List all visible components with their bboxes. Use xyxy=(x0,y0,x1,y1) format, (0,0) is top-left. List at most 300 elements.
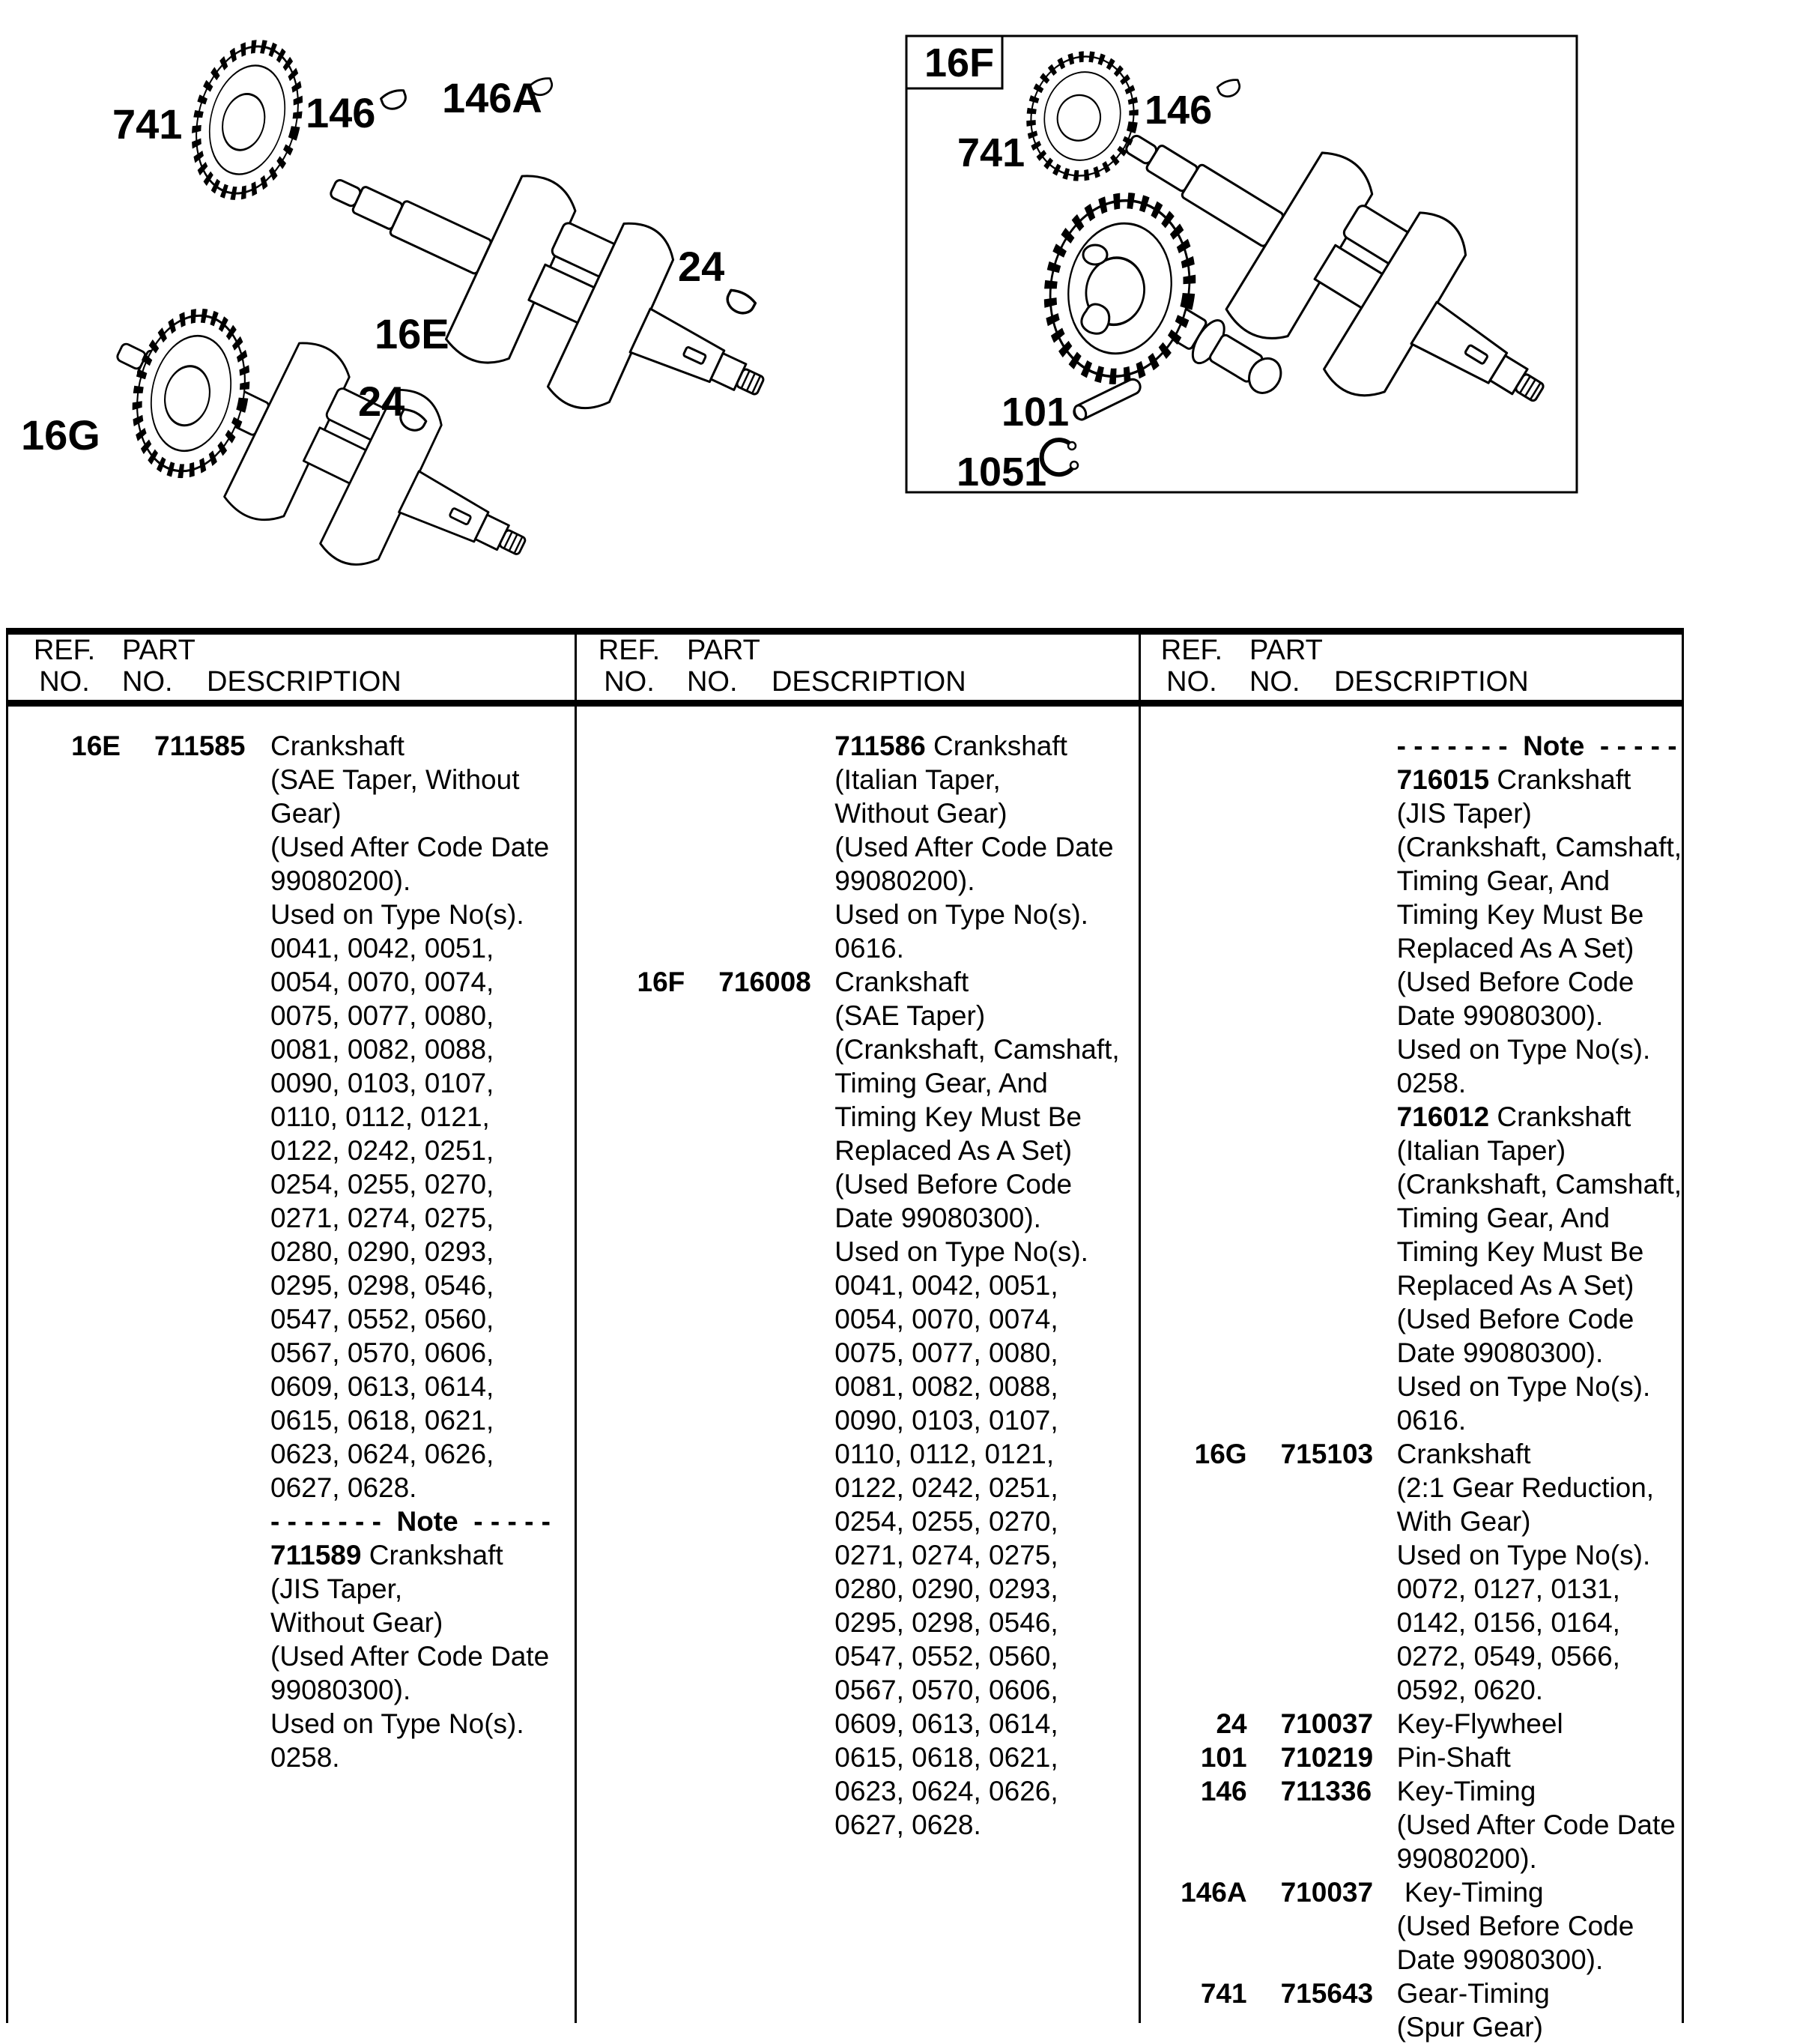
ref-cell xyxy=(8,763,121,796)
part-cell xyxy=(121,1741,270,1774)
part-cell xyxy=(121,864,270,898)
ref-cell xyxy=(1135,830,1247,864)
ref-cell xyxy=(572,729,685,763)
ref-cell xyxy=(8,1403,121,1437)
part-cell xyxy=(685,1505,834,1538)
ref-cell xyxy=(8,1032,121,1066)
table-line xyxy=(1135,1572,1682,1606)
table-line xyxy=(1135,830,1682,864)
table-column-2 xyxy=(572,707,1134,2044)
table-line xyxy=(572,1774,1134,1808)
table-line xyxy=(8,1572,572,1606)
part-cell xyxy=(121,1639,270,1673)
ref-cell xyxy=(8,1572,121,1606)
part-cell xyxy=(1247,1943,1397,1977)
description-cell: 0295, 0298, 0546, xyxy=(834,1607,1058,1638)
description-cell: 0272, 0549, 0566, xyxy=(1396,1641,1620,1672)
table-line xyxy=(8,1134,572,1167)
table-line xyxy=(572,1370,1134,1403)
description-cell: Crankshaft xyxy=(270,731,404,761)
description-cell: 0142, 0156, 0164, xyxy=(1396,1607,1620,1638)
part-cell xyxy=(1247,1302,1397,1336)
table-line xyxy=(1135,1134,1682,1167)
ref-cell xyxy=(572,1100,685,1134)
description-cell: (Italian Taper) xyxy=(1396,1135,1566,1166)
part-cell xyxy=(1247,1639,1397,1673)
part-cell xyxy=(1247,999,1397,1032)
ref-cell xyxy=(8,999,121,1032)
part-cell xyxy=(685,1134,834,1167)
ref-cell xyxy=(1135,1167,1247,1201)
table-line xyxy=(572,763,1134,796)
ref-cell xyxy=(8,796,121,830)
part-cell xyxy=(685,830,834,864)
part-cell xyxy=(1247,763,1397,796)
description-cell: Crankshaft xyxy=(834,967,969,997)
ref-cell xyxy=(1135,796,1247,830)
table-line xyxy=(8,1538,572,1572)
table-line xyxy=(1135,1707,1682,1741)
description-cell: (JIS Taper) xyxy=(1396,798,1532,829)
ref-cell xyxy=(1135,2010,1247,2044)
ref-cell xyxy=(8,1066,121,1100)
table-line xyxy=(1135,1909,1682,1943)
part-cell xyxy=(685,1471,834,1505)
ref-cell xyxy=(1135,1639,1247,1673)
part-cell xyxy=(1247,898,1397,931)
table-line xyxy=(8,999,572,1032)
ref-cell xyxy=(8,898,121,931)
part-cell: 710219 xyxy=(1280,1742,1374,1773)
ref-cell xyxy=(1135,898,1247,931)
part-cell xyxy=(121,1437,270,1471)
ref-cell xyxy=(572,931,685,965)
ref-cell xyxy=(8,1673,121,1707)
label-741: 741 xyxy=(112,100,183,148)
ref-cell xyxy=(572,1808,685,1842)
table-header-col1 xyxy=(8,635,573,700)
part-cell xyxy=(1247,1235,1397,1269)
ref-cell xyxy=(1135,1100,1247,1134)
table-line xyxy=(572,931,1134,965)
part-cell xyxy=(685,1100,834,1134)
label-741-box: 741 xyxy=(957,130,1025,175)
description-cell: 716015 Crankshaft xyxy=(1396,764,1631,795)
part-cell xyxy=(1247,1572,1397,1606)
description-cell: 0609, 0613, 0614, xyxy=(834,1708,1058,1739)
part-no-header: PART NO. xyxy=(122,635,196,698)
ref-cell xyxy=(572,1741,685,1774)
description-cell: Date 99080300). xyxy=(1396,1000,1604,1031)
description-cell: 0623, 0624, 0626, xyxy=(270,1439,494,1469)
part-cell xyxy=(685,1808,834,1842)
description-cell: 0075, 0077, 0080, xyxy=(834,1337,1058,1368)
ref-cell xyxy=(1135,1032,1247,1066)
part-cell xyxy=(685,1741,834,1774)
ref-cell xyxy=(8,1538,121,1572)
ref-cell xyxy=(8,1100,121,1134)
ref-cell xyxy=(8,1201,121,1235)
table-line xyxy=(1135,965,1682,999)
part-cell xyxy=(121,1336,270,1370)
table-line xyxy=(1135,1842,1682,1875)
part-cell xyxy=(1247,1066,1397,1100)
table-line xyxy=(8,1639,572,1673)
description-cell: 0567, 0570, 0606, xyxy=(270,1337,494,1368)
part-cell xyxy=(1247,1100,1397,1134)
part-cell xyxy=(121,1572,270,1606)
ref-cell xyxy=(8,1707,121,1741)
table-line xyxy=(572,864,1134,898)
ref-cell xyxy=(8,1370,121,1403)
ref-cell xyxy=(8,931,121,965)
part-cell xyxy=(121,1673,270,1707)
ref-cell xyxy=(572,830,685,864)
ref-cell xyxy=(1135,1336,1247,1370)
table-line xyxy=(572,830,1134,864)
part-cell xyxy=(685,1066,834,1100)
label-16e: 16E xyxy=(375,310,449,357)
table-line xyxy=(8,1066,572,1100)
table-line xyxy=(8,864,572,898)
description-cell: 0609, 0613, 0614, xyxy=(270,1371,494,1402)
description-cell: (Used Before Code xyxy=(834,1169,1073,1200)
description-cell: 0090, 0103, 0107, xyxy=(270,1068,494,1098)
table-line xyxy=(1135,1639,1682,1673)
description-cell: (Crankshaft, Camshaft, xyxy=(1396,832,1682,862)
part-cell xyxy=(685,1572,834,1606)
table-line xyxy=(1135,1774,1682,1808)
description-cell: 0258. xyxy=(270,1742,340,1773)
table-line xyxy=(8,830,572,864)
ref-cell xyxy=(572,1606,685,1639)
part-cell xyxy=(685,1032,834,1066)
table-line xyxy=(1135,1032,1682,1066)
part-cell xyxy=(685,1538,834,1572)
table-line xyxy=(572,1437,1134,1471)
part-cell xyxy=(1247,2010,1397,2044)
table-line xyxy=(1135,1403,1682,1437)
part-cell xyxy=(121,796,270,830)
description-cell: Timing Gear, And xyxy=(834,1068,1048,1098)
table-line xyxy=(1135,1235,1682,1269)
table-line xyxy=(1135,1336,1682,1370)
ref-cell xyxy=(572,1269,685,1302)
part-cell xyxy=(121,1269,270,1302)
part-cell xyxy=(685,1336,834,1370)
ref-cell xyxy=(572,1538,685,1572)
part-cell xyxy=(685,1269,834,1302)
ref-cell: 146 xyxy=(1200,1776,1247,1806)
part-cell xyxy=(1247,830,1397,864)
table-line xyxy=(572,965,1134,999)
table-line xyxy=(8,1741,572,1774)
description-cell: (Crankshaft, Camshaft, xyxy=(834,1034,1120,1065)
flywheel-key-24-upper-drawing xyxy=(724,288,757,318)
table-line xyxy=(572,1505,1134,1538)
part-cell xyxy=(121,830,270,864)
description-header: DESCRIPTION xyxy=(771,666,966,698)
label-146a: 146A xyxy=(442,74,542,121)
part-cell xyxy=(121,1707,270,1741)
table-line xyxy=(1135,898,1682,931)
ref-cell xyxy=(1135,1572,1247,1606)
table-line xyxy=(1135,1538,1682,1572)
description-cell: (Used Before Code xyxy=(1396,1304,1634,1334)
table-line xyxy=(572,1032,1134,1066)
ref-cell xyxy=(572,1336,685,1370)
description-cell: Without Gear) xyxy=(270,1607,443,1638)
part-cell xyxy=(685,1707,834,1741)
table-line xyxy=(572,1269,1134,1302)
part-no-header: PART NO. xyxy=(686,635,760,698)
part-cell xyxy=(121,1032,270,1066)
description-cell: (Italian Taper, xyxy=(834,764,1001,795)
description-cell: 0547, 0552, 0560, xyxy=(270,1304,494,1334)
ref-cell xyxy=(8,1235,121,1269)
table-header-col2 xyxy=(573,635,1136,700)
ref-cell xyxy=(572,1572,685,1606)
ref-cell xyxy=(572,1774,685,1808)
ref-cell xyxy=(572,1403,685,1437)
ref-cell xyxy=(1135,1909,1247,1943)
part-cell xyxy=(121,965,270,999)
ref-cell xyxy=(572,796,685,830)
table-line xyxy=(572,1673,1134,1707)
ref-cell xyxy=(1135,931,1247,965)
part-cell xyxy=(1247,1606,1397,1639)
description-cell: Key-Timing xyxy=(1396,1776,1536,1806)
part-cell xyxy=(1247,796,1397,830)
table-line xyxy=(572,1066,1134,1100)
part-cell xyxy=(1247,1673,1397,1707)
table-line xyxy=(8,1235,572,1269)
table-line xyxy=(1135,1606,1682,1639)
part-cell xyxy=(685,1201,834,1235)
part-cell: 710037 xyxy=(1280,1877,1374,1908)
ref-cell xyxy=(8,1437,121,1471)
table-line xyxy=(572,1201,1134,1235)
table-line xyxy=(8,763,572,796)
description-cell: Key-Flywheel xyxy=(1396,1708,1563,1739)
ref-cell xyxy=(1135,1606,1247,1639)
ref-cell xyxy=(1135,1505,1247,1538)
part-cell xyxy=(1247,931,1397,965)
part-cell xyxy=(121,1201,270,1235)
ref-cell xyxy=(1135,1066,1247,1100)
description-cell: 0075, 0077, 0080, xyxy=(270,1000,494,1031)
description-cell: 0254, 0255, 0270, xyxy=(834,1506,1058,1537)
part-cell xyxy=(685,1167,834,1201)
part-cell xyxy=(1247,864,1397,898)
label-24-upper: 24 xyxy=(678,243,725,290)
description-cell: Used on Type No(s). xyxy=(270,899,524,930)
ref-cell xyxy=(572,1134,685,1167)
description-cell: With Gear) xyxy=(1396,1506,1531,1537)
part-cell xyxy=(1247,1201,1397,1235)
table-line xyxy=(572,1302,1134,1336)
table-line xyxy=(8,931,572,965)
part-cell xyxy=(121,1370,270,1403)
ref-cell xyxy=(8,1302,121,1336)
part-cell xyxy=(1247,729,1397,763)
description-cell: 0592, 0620. xyxy=(1396,1675,1544,1705)
table-line xyxy=(572,1808,1134,1842)
table-line xyxy=(1135,1505,1682,1538)
part-cell xyxy=(121,1403,270,1437)
table-line xyxy=(572,796,1134,830)
ref-cell xyxy=(572,1505,685,1538)
part-cell xyxy=(685,1639,834,1673)
description-cell: Gear-Timing xyxy=(1396,1978,1550,2009)
part-cell xyxy=(121,1505,270,1538)
ref-cell xyxy=(1135,763,1247,796)
table-line xyxy=(8,729,572,763)
part-cell xyxy=(685,864,834,898)
table-line xyxy=(1135,1943,1682,1977)
description-cell: 0254, 0255, 0270, xyxy=(270,1169,494,1200)
table-line xyxy=(1135,1471,1682,1505)
part-cell xyxy=(1247,1336,1397,1370)
table-line xyxy=(1135,1100,1682,1134)
description-cell: 0054, 0070, 0074, xyxy=(270,967,494,997)
description-cell: 0567, 0570, 0606, xyxy=(834,1675,1058,1705)
description-cell: Timing Gear, And xyxy=(1396,1203,1610,1233)
part-cell xyxy=(1247,1134,1397,1167)
part-cell: 711585 xyxy=(154,731,246,761)
ref-cell xyxy=(572,1235,685,1269)
ref-cell xyxy=(572,1302,685,1336)
table-line xyxy=(1135,1201,1682,1235)
exploded-view-diagram xyxy=(0,0,1809,628)
ref-cell xyxy=(572,1370,685,1403)
description-header: DESCRIPTION xyxy=(1333,666,1529,698)
part-cell xyxy=(685,1302,834,1336)
description-cell: Used on Type No(s). xyxy=(270,1708,524,1739)
description-cell: 0280, 0290, 0293, xyxy=(270,1236,494,1267)
ref-cell xyxy=(1135,1134,1247,1167)
table-header-row xyxy=(8,635,1682,707)
table-line xyxy=(8,1505,572,1538)
table-line xyxy=(572,1606,1134,1639)
description-cell: Without Gear) xyxy=(834,798,1007,829)
table-line xyxy=(1135,1269,1682,1302)
ref-cell: 146A xyxy=(1181,1877,1247,1908)
ref-no-header: REF. NO. xyxy=(1160,635,1223,698)
ref-cell xyxy=(1135,1201,1247,1235)
description-cell: 0615, 0618, 0621, xyxy=(270,1405,494,1436)
part-cell xyxy=(1247,1538,1397,1572)
description-cell: (Crankshaft, Camshaft, xyxy=(1396,1169,1682,1200)
description-cell: 0615, 0618, 0621, xyxy=(834,1742,1058,1773)
description-cell: 0547, 0552, 0560, xyxy=(834,1641,1058,1672)
description-cell: 0280, 0290, 0293, xyxy=(834,1573,1058,1604)
part-cell xyxy=(121,1538,270,1572)
parts-table xyxy=(6,628,1684,2043)
description-cell: Date 99080300). xyxy=(1396,1337,1604,1368)
ref-cell xyxy=(1135,1471,1247,1505)
part-cell xyxy=(685,729,834,763)
part-cell xyxy=(685,1437,834,1471)
description-cell: 0081, 0082, 0088, xyxy=(834,1371,1058,1402)
table-line xyxy=(1135,1741,1682,1774)
ref-cell xyxy=(8,1134,121,1167)
table-line xyxy=(1135,1977,1682,2010)
description-cell: Used on Type No(s). xyxy=(834,899,1088,930)
description-header: DESCRIPTION xyxy=(207,666,402,698)
description-cell: Date 99080300). xyxy=(834,1203,1041,1233)
table-line xyxy=(8,1471,572,1505)
description-cell: 0041, 0042, 0051, xyxy=(270,933,494,964)
table-line xyxy=(1135,1808,1682,1842)
part-cell xyxy=(1247,1370,1397,1403)
ref-cell xyxy=(1135,1943,1247,1977)
table-line xyxy=(572,1167,1134,1201)
ref-cell: 24 xyxy=(1216,1708,1247,1739)
ref-cell xyxy=(1135,1538,1247,1572)
description-cell: 0081, 0082, 0088, xyxy=(270,1034,494,1065)
description-cell: (Used Before Code xyxy=(1396,967,1634,997)
part-cell xyxy=(121,1606,270,1639)
part-cell xyxy=(121,931,270,965)
table-line xyxy=(8,1302,572,1336)
ref-cell xyxy=(572,1201,685,1235)
part-cell xyxy=(1247,1808,1397,1842)
ref-cell xyxy=(572,1639,685,1673)
description-cell: - - - - - - - Note - - - - - xyxy=(1396,731,1677,761)
part-cell xyxy=(685,999,834,1032)
part-cell xyxy=(121,763,270,796)
table-line xyxy=(8,1606,572,1639)
part-cell: 715103 xyxy=(1280,1439,1374,1469)
description-cell: 0110, 0112, 0121, xyxy=(270,1101,490,1132)
table-line xyxy=(8,1032,572,1066)
description-cell: - - - - - - - Note - - - - - xyxy=(270,1506,551,1537)
ref-cell xyxy=(1135,1269,1247,1302)
description-cell: 99080200). xyxy=(834,865,975,896)
description-cell: 0623, 0624, 0626, xyxy=(834,1776,1058,1806)
description-cell: 0122, 0242, 0251, xyxy=(270,1135,494,1166)
part-cell xyxy=(685,763,834,796)
table-line xyxy=(1135,931,1682,965)
description-cell: Used on Type No(s). xyxy=(1396,1540,1651,1570)
description-cell: 716012 Crankshaft xyxy=(1396,1101,1631,1132)
ref-cell: 16F xyxy=(637,967,685,997)
table-line xyxy=(572,1336,1134,1370)
ref-cell xyxy=(8,1741,121,1774)
part-no-header: PART NO. xyxy=(1249,635,1323,698)
part-cell: 715643 xyxy=(1280,1978,1374,2009)
table-line xyxy=(8,1167,572,1201)
table-line xyxy=(1135,763,1682,796)
table-line xyxy=(1135,1370,1682,1403)
description-cell: 711589 Crankshaft xyxy=(270,1540,503,1570)
part-cell: 710037 xyxy=(1280,1708,1374,1739)
part-cell xyxy=(685,796,834,830)
description-cell: Used on Type No(s). xyxy=(834,1236,1088,1267)
table-line xyxy=(1135,796,1682,830)
description-cell: 711586 Crankshaft xyxy=(834,731,1067,761)
part-cell xyxy=(121,1134,270,1167)
table-line xyxy=(572,999,1134,1032)
table-line xyxy=(572,1572,1134,1606)
ref-no-header: REF. NO. xyxy=(598,635,661,698)
description-cell: Crankshaft xyxy=(1396,1439,1531,1469)
description-cell: 0295, 0298, 0546, xyxy=(270,1270,494,1301)
ref-cell xyxy=(1135,1842,1247,1875)
description-cell: Timing Key Must Be xyxy=(1396,899,1644,930)
description-cell: 0122, 0242, 0251, xyxy=(834,1472,1058,1503)
